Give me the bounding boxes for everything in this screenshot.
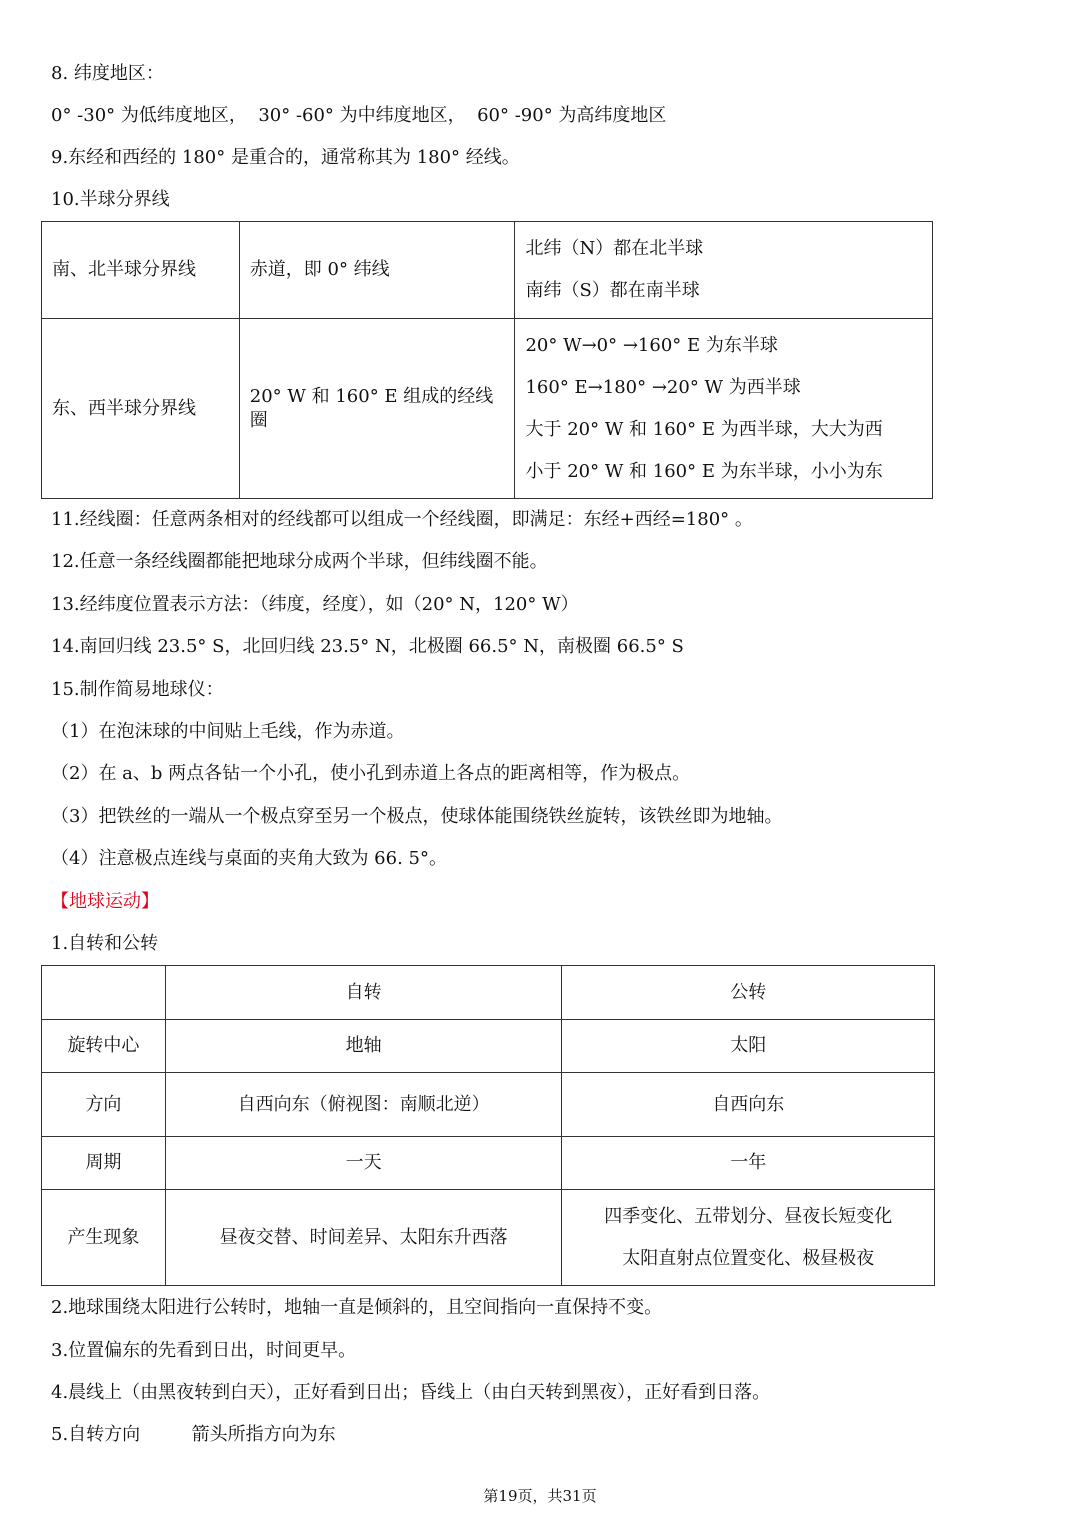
motion-table: [41, 965, 935, 1286]
revolution-phenomenon: 四季变化、五带划分、昼夜长短变化: [604, 1205, 893, 1227]
item-10-title: 10.半球分界线: [51, 189, 170, 210]
rotation-cell: 一天: [165, 1137, 562, 1190]
motion-item-2: 2.地球围绕太阳进行公转时，地轴一直是倾斜的，且空间指向一直保持不变。: [51, 1297, 663, 1318]
table-row: [42, 1020, 935, 1073]
table-row: [42, 1073, 935, 1137]
table-header-row: [42, 966, 935, 1020]
hemisphere-note: 小于 20° W 和 160° E 为东半球，小小为东: [525, 460, 883, 482]
revolution-cell: 自西向东: [562, 1073, 935, 1137]
motion-item-4: 4.晨线上（由黑夜转到白天），正好看到日出；昏线上（由白天转到黑夜），正好看到日落。: [51, 1382, 771, 1403]
header-cell: 自转: [165, 966, 562, 1020]
hemisphere-note: 大于 20° W 和 160° E 为西半球，大大为西: [525, 418, 883, 440]
hemisphere-line-cell: 赤道，即 0° 纬线: [239, 222, 515, 319]
hemisphere-note: 北纬（N）都在北半球: [525, 238, 704, 259]
row-label-cell: 旋转中心: [42, 1020, 166, 1073]
hemisphere-line-cell: 20° W 和 160° E 组成的经线圈: [239, 319, 515, 499]
item-14-text: 14.南回归线 23.5° S，北回归线 23.5° N，北极圈 66.5° N，南极圈 66.5° S: [51, 636, 684, 657]
item-11-text: 11.经线圈：任意两条相对的经线都可以组成一个经线圈，即满足：东经+西经=180° 。: [51, 509, 753, 530]
table-row: [42, 1137, 935, 1190]
hemisphere-notes-cell: [515, 222, 933, 319]
rotation-cell: 地轴: [165, 1020, 562, 1073]
hemisphere-table: [41, 221, 933, 499]
rotation-cell: 昼夜交替、时间差异、太阳东升西落: [165, 1190, 562, 1286]
hemisphere-name-cell: 南、北半球分界线: [42, 222, 240, 319]
motion-item-3: 3.位置偏东的先看到日出，时间更早。: [51, 1340, 357, 1361]
item-15-step-4: （4）注意极点连线与桌面的夹角大致为 66. 5°。: [51, 848, 447, 869]
hemisphere-name-cell: 东、西半球分界线: [42, 319, 240, 499]
item-15-step-3: （3）把铁丝的一端从一个极点穿至另一个极点，使球体能围绕铁丝旋转，该铁丝即为地轴。: [51, 806, 783, 827]
header-cell: [42, 966, 166, 1020]
revolution-phenomenon: 太阳直射点位置变化、极昼极夜: [622, 1247, 875, 1269]
item-13-text: 13.经纬度位置表示方法：（纬度，经度），如（20° N，120° W）: [51, 594, 579, 615]
section-heading: 【地球运动】: [51, 891, 159, 912]
row-label-cell: 产生现象: [42, 1190, 166, 1286]
item-15-title: 15.制作简易地球仪：: [51, 679, 224, 700]
table-row: [42, 1190, 935, 1286]
item-15-step-1: （1）在泡沫球的中间贴上毛线，作为赤道。: [51, 721, 405, 742]
hemisphere-note: 20° W→0° →160° E 为东半球: [525, 334, 778, 356]
item-9-text: 9.东经和西经的 180° 是重合的，通常称其为 180° 经线。: [51, 147, 520, 168]
table-row: [42, 319, 933, 499]
revolution-cell: 一年: [562, 1137, 935, 1190]
item-15-step-2: （2）在 a、b 两点各钻一个小孔，使小孔到赤道上各点的距离相等，作为极点。: [51, 763, 691, 784]
table-row: [42, 222, 933, 319]
row-label-cell: 方向: [42, 1073, 166, 1137]
item-12-text: 12.任意一条经线圈都能把地球分成两个半球，但纬线圈不能。: [51, 551, 548, 572]
motion-intro: 1.自转和公转: [51, 933, 159, 954]
hemisphere-note: 160° E→180° →20° W 为西半球: [525, 376, 801, 398]
page-footer: 第19页，共31页: [483, 1487, 597, 1505]
item-8-latitude-zones: 0° -30° 为低纬度地区， 30° -60° 为中纬度地区， 60° -90° 为高纬度地区: [51, 105, 667, 126]
revolution-cell: [562, 1190, 935, 1286]
item-8-title: 8. 纬度地区：: [51, 63, 164, 84]
row-label-cell: 周期: [42, 1137, 166, 1190]
header-cell: 公转: [562, 966, 935, 1020]
hemisphere-notes-cell: [515, 319, 933, 499]
motion-item-5: 5.自转方向 箭头所指方向为东: [51, 1424, 336, 1445]
rotation-cell: 自西向东（俯视图：南顺北逆）: [165, 1073, 562, 1137]
hemisphere-note: 南纬（S）都在南半球: [525, 280, 700, 301]
revolution-cell: 太阳: [562, 1020, 935, 1073]
